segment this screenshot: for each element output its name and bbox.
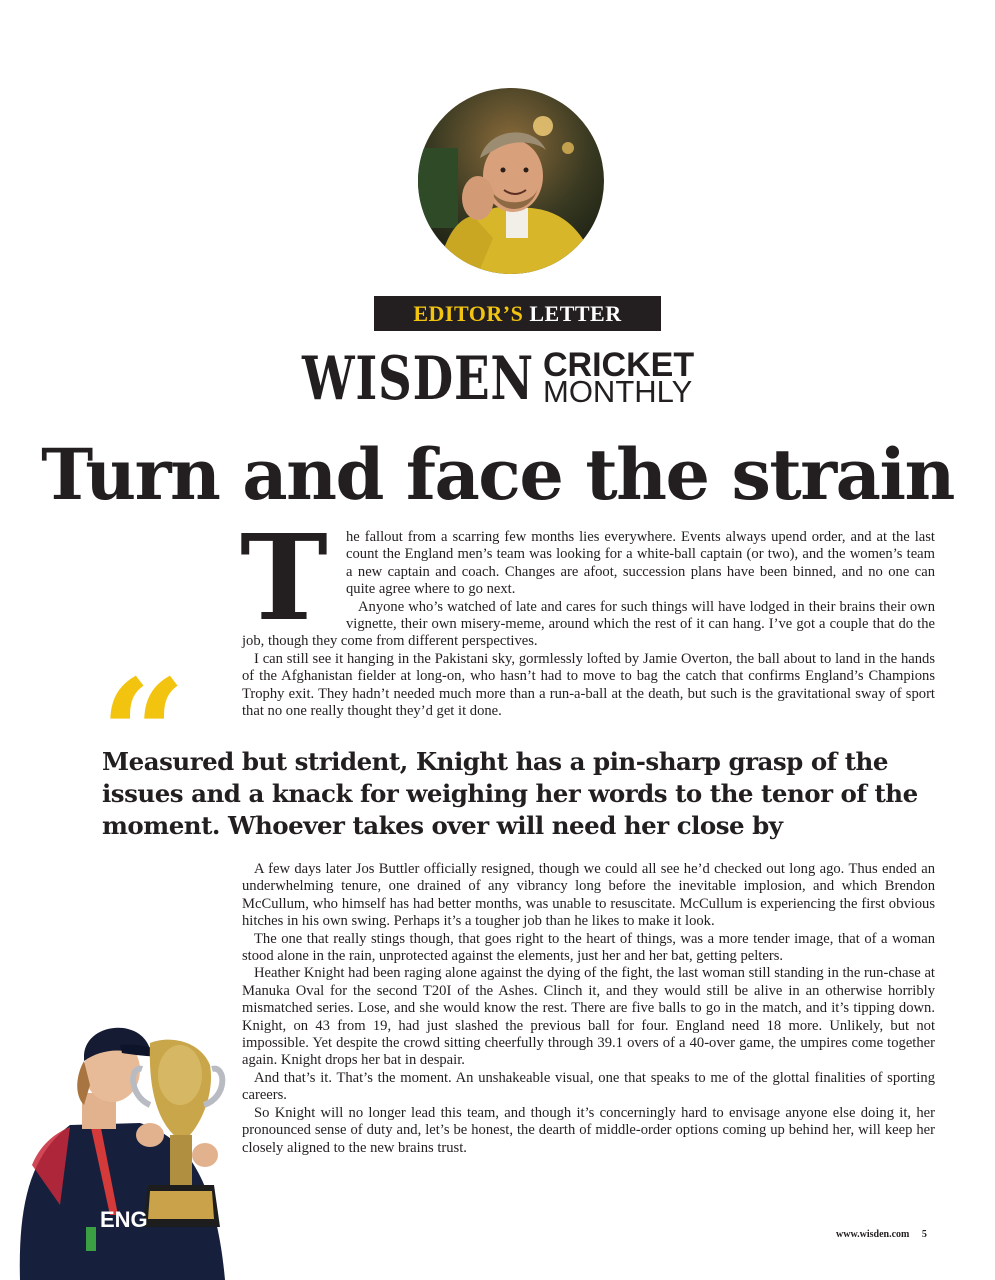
masthead-top: CRICKET <box>543 346 695 384</box>
editor-portrait <box>418 88 604 274</box>
shirt-badge: ENG <box>100 1207 148 1232</box>
masthead-bottom: MONTHLY <box>543 374 693 409</box>
article-top <box>240 508 935 720</box>
paragraph: Heather Knight had been raging alone against the dying of the fight, the last woman still standing in the run-chase at Manuka Oval for the second T20I of the Ashes. Clinch it, and they would still be alive in an otherwise horribly mismatched series. Lose, and she would know the rest. There are five balls to go in the match, and it’s tipping down. Knight, on 43 from 19, had just slashed the previous ball for four. England need 18 more. Unlikely, but not impossible. Yet despite the crowd sitting cheerfully through 39.1 overs of a 40-over game, the umpires come together again. Knight drops her bat in despair. <box>242 965 935 1069</box>
knight-trophy-photo <box>0 1005 240 1280</box>
quote-mark-icon: “ <box>100 647 187 823</box>
knight-trophy-image <box>0 1005 240 1280</box>
masthead-logo <box>302 344 714 414</box>
drop-cap: T <box>240 508 328 647</box>
footer-url: www.wisden.com <box>836 1229 910 1240</box>
section-label <box>374 296 661 331</box>
paragraph: So Knight will no longer lead this team, and though it’s concerningly hard to envisage anyone else doing it, her pronounced sense of duty and, let’s be honest, the dearth of middle-order options coming up behind her, will keep her closely aligned to the new brains trust. <box>242 1104 935 1156</box>
paragraph: The one that really stings though, that goes right to the heart of things, was a more tender image, that of a woman stood alone in the rain, unprotected against the elements, just her and her bat, getting pelters. <box>242 930 935 965</box>
masthead-main: WISDEN <box>302 344 534 414</box>
paragraph: A few days later Jos Buttler officially resigned, though we could all see he’d checked out long ago. Thus ended an underwhelming tenure, one drained of any vibrancy long before the inevitable implosion, and which Brendon McCullum, who himself has had better months, was unable to resuscitate. McCullum is experiencing the first obvious hitches in his own swing. Perhaps it’s a tougher job than he likes to make it look. <box>242 861 935 930</box>
editor-portrait-image <box>418 88 604 274</box>
article-bottom <box>242 861 935 1157</box>
section-label-rest: LETTER <box>523 301 622 326</box>
page-footer <box>836 1229 927 1240</box>
paragraph: Anyone who’s watched of late and cares for such things will have lodged in their brains their own vignette, their own misery-meme, around which the rest of it can hang. I’ve got a couple that do the job, though they come from different perspectives. <box>242 598 935 650</box>
paragraph: And that’s it. That’s the moment. An unshakeable visual, one that speaks to me of the glottal finalities of sporting careers. <box>242 1069 935 1104</box>
paragraph: I can still see it hanging in the Pakistani sky, gormlessly lofted by Jamie Overton, the ball about to land in the hands of the Afghanistan fielder at long-on, who hasn’t had to move to bag the catch that confirms England’s Champions Trophy exit. They hadn’t needed much more than a run-a-ball at the death, but such is the gravitational sway of sport that no one really thought they’d get it done. <box>242 650 935 720</box>
pull-quote: Measured but strident, Knight has a pin-sharp grasp of the issues and a knack for weighing her words to the tenor of the moment. Whoever takes over will need her close by <box>102 747 918 840</box>
page-number: 5 <box>921 1229 927 1240</box>
paragraph: he fallout from a scarring few months lies everywhere. Events always upend order, and at the last count the England men’s team was looking for a white-ball captain (or two), and the women’s team a new captain and coach. Changes are afoot, succession plans have been binned, and no one can quite agree where to go next. <box>346 529 935 598</box>
section-label-accent: EDITOR’S <box>413 301 524 326</box>
headline: Turn and face the strain <box>41 433 954 516</box>
